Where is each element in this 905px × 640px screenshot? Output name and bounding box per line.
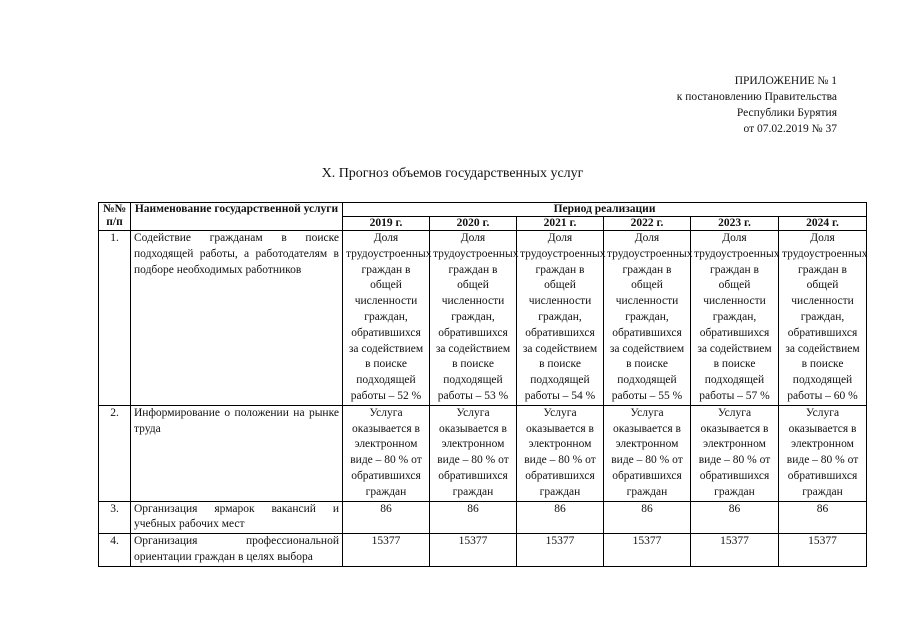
year-value: 86	[779, 501, 867, 534]
table-row	[99, 405, 867, 501]
year-value: 15377	[343, 534, 430, 567]
year-value: 86	[517, 501, 604, 534]
appendix-date: от 07.02.2019 № 37	[743, 123, 837, 135]
year-value: Услуга оказывается в электронном виде – 80 % от обратившихся граждан	[517, 405, 604, 501]
table-row	[99, 231, 867, 406]
row-number: 3.	[99, 501, 131, 534]
year-value: Доля трудоустроенных граждан в общей численности граждан, обратившихся за содействием в поиске подходящей работы – 55 %	[604, 231, 691, 406]
year-value: 86	[604, 501, 691, 534]
header-year: 2024 г.	[779, 217, 867, 231]
year-value: Услуга оказывается в электронном виде – 80 % от обратившихся граждан	[430, 405, 517, 501]
service-name: Организация ярмарок вакансий и учебных рабочих мест	[131, 501, 343, 534]
year-value: 86	[430, 501, 517, 534]
year-value: 15377	[691, 534, 779, 567]
year-value: 15377	[517, 534, 604, 567]
appendix-republic: Республики Бурятия	[736, 107, 837, 119]
appendix-decree: к постановлению Правительства	[676, 91, 837, 103]
appendix-title: ПРИЛОЖЕНИЕ № 1	[734, 75, 837, 87]
year-value: 15377	[779, 534, 867, 567]
year-value: Доля трудоустроенных граждан в общей численности граждан, обратившихся за содействием в поиске подходящей работы – 60 %	[779, 231, 867, 406]
header-number: №№ п/п	[99, 203, 131, 231]
header-year: 2019 г.	[343, 217, 430, 231]
section-title: X. Прогноз объемов государственных услуг	[321, 166, 584, 181]
service-name: Информирование о положении на рынке труда	[131, 405, 343, 501]
year-value: 86	[343, 501, 430, 534]
year-value: 86	[691, 501, 779, 534]
row-number: 1.	[99, 231, 131, 406]
service-name: Организация профессиональной ориентации граждан в целях выбора	[131, 534, 343, 567]
year-value: 15377	[604, 534, 691, 567]
year-value: 15377	[430, 534, 517, 567]
header-service-name: Наименование государственной услуги	[131, 203, 343, 231]
header-year: 2023 г.	[691, 217, 779, 231]
year-value: Услуга оказывается в электронном виде – 80 % от обратившихся граждан	[604, 405, 691, 501]
service-name: Содействие гражданам в поиске подходящей работы, а работодателям в подборе необходимых работников	[131, 231, 343, 406]
header-period: Период реализации	[343, 203, 867, 217]
header-year: 2021 г.	[517, 217, 604, 231]
row-number: 4.	[99, 534, 131, 567]
year-value: Доля трудоустроенных граждан в общей численности граждан, обратившихся за содействием в поиске подходящей работы – 54 %	[517, 231, 604, 406]
year-value: Услуга оказывается в электронном виде – 80 % от обратившихся граждан	[779, 405, 867, 501]
header-year: 2022 г.	[604, 217, 691, 231]
year-value: Доля трудоустроенных граждан в общей численности граждан, обратившихся за содействием в поиске подходящей работы – 52 %	[343, 231, 430, 406]
services-forecast-table	[98, 202, 867, 567]
year-value: Услуга оказывается в электронном виде – 80 % от обратившихся граждан	[343, 405, 430, 501]
year-value: Доля трудоустроенных граждан в общей численности граждан, обратившихся за содействием в поиске подходящей работы – 53 %	[430, 231, 517, 406]
row-number: 2.	[99, 405, 131, 501]
year-value: Доля трудоустроенных граждан в общей численности граждан, обратившихся за содействием в поиске подходящей работы – 57 %	[691, 231, 779, 406]
table-row	[99, 501, 867, 534]
header-year: 2020 г.	[430, 217, 517, 231]
year-value: Услуга оказывается в электронном виде – 80 % от обратившихся граждан	[691, 405, 779, 501]
table-row	[99, 534, 867, 567]
